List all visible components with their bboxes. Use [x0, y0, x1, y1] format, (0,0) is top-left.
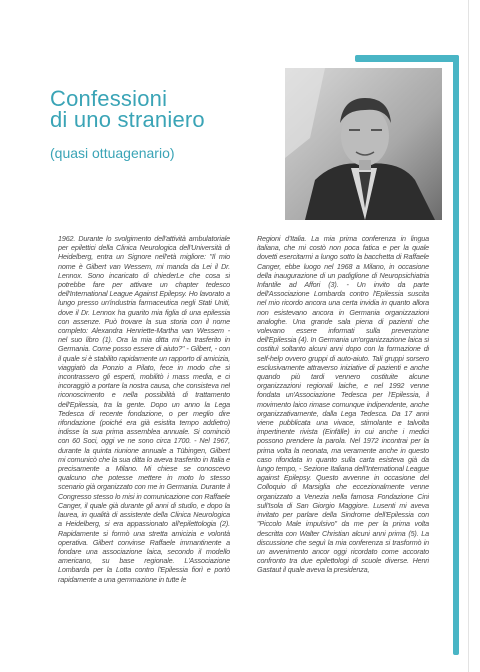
body-text-left: 1962. Durante lo svolgimento dell'attività ambulatoriale per epilettici della Clinica Neurologica dell'Università di Heidelberg, entra un Signore nell'età migliore: "Il mio nome è Gilbert van Wessem, mi manda da Lei il Dr. Lennox. Sono incaricato di chiederLe che cosa si potrebbe fare per attivare un chapter tedesco dell'International League Against Epilepsy. Ho lavorato a lungo presso un'industria farmaceutica negli Stati Uniti, dove il Dr. Lennox ha guarito mia figlia di una epilessia con assenze. Può trovare la sua storia con il nome completo: Alexandra Henriette-Martha van Wessem - nel suo libro (1). Ora la mia ditta mi ha trasferito in Germania. Come posso essere di aiuto?" - Gilbert, - con il quale si è stabilito rapidamente un rapporto di amicizia, viaggiatò da Ponzio a Pilato, fece in modo che si incontrassero gli esperti, mobilitò i mass media, e ci incoraggiò a portare la nostra causa, che consisteva nel riconoscimento e nella possibilità di trattamento dell'Epilessia, tra la gente. Dopo un anno la Lega Tedesca di recente fondazione, o per meglio dire rifondazione (poiché era già esistita tempo addietro) indisse la sua prima assemblea annuale. Si cominciò con 60 Soci, oggi ve ne sono circa 1700. - Nel 1967, durante la quinta riunione annuale a Tübingen, Gilbert mi comunicò che la sua ditta lo aveva trasferito in Italia e precisamente a Milano. Mi chiese se conoscevo qualcuno che potesse mettere in moto lo stesso scenario già organizzato con me in Germania. Durante il Congresso stesso lo misi in comunicazione con Raffaele Canger, il quale già durante gli anni di studio, e dopo la laurea, in qualità di assistente della Clinica Neurologica a Heidelberg, si era appassionato all'epilettologia (2). Rapidamente si formò una stretta amicizia e volontà operativa. Gilbert convinse Raffaele immantinente a fondare una associazione laica, secondo il modello americano, su base regionale. L'Associazione Lombarda per la Lotta contro l'Epilessia fiorì e portò rapidamente a una gemmazione in tutte le: [58, 234, 230, 584]
teal-accent-bar-top: [355, 55, 459, 62]
author-portrait-photo: [285, 68, 442, 220]
body-text-column-right: [257, 234, 429, 644]
body-text-right: Regioni d'Italia. La mia prima conferenza in lingua italiana, che mi costò non poca fatica e per la quale dovetti esercitarmi a lungo sotto la bacchetta di Raffaele Canger, ebbe luogo nel 1968 a Milano, in occasione della inaugurazione di un padiglione di Neuropsichiatria Infantile ad Affori (3). - Un invito da parte dell'Associazione Lombarda contro l'Epilessia suscita nel mio ricordo ancora una certa invidia in quanto allora non esistevano ancora in Germania organizzazioni analoghe. Una grande sala piena di pazienti che volevano essere informati sulla prevenzione dell'Epilessia (4). In Germania un'organizzazione laica si costituì soltanto alcuni anni dopo con la formazione di self-help ovvero gruppi di auto-aiuto. Tali gruppi sorsero esclusivamente attraverso iniziative di pazienti e anche quando più tardi vennero costituite alcune organizzazioni regionali laiche, e nel 1992 venne fondata un'Associazione Tedesca per l'Epilessia, il movimento laico rimase comunque indipendente, anche organizzativamente, dalla Lega Tedesca. Da 17 anni viene pubblicata una vivace, stimolante e talvolta impertinente rivista (Einfälle) in cui anche i medici possono prendere la parola. Nel 1972 incontrai per la prima volta la neonata, ma veramente anche in questo caso rifondata in quanto sulla carta esisteva già da lungo tempo, - Sezione Italiana dell'International League against Epilepsy. Questo avvenne in occasione del Colloquio di Marsiglia che eccezionalmente venne organizzato a Venezia nella famosa Fondazione Cini sull'Isola di San Giorgio Maggiore. Lusenti mi aveva invitato per parlare della Sindrome dell'Epilessia con "Piccolo Male impulsivo" da me per la prima volta descritta con Walter Christian alcuni anni prima (5). La discussione che seguì la mia conferenza si trasformò in un avvenimento ancor oggi ricordato come accorato confronto tra due epilettologi di scuole diverse. Henri Gastaut il quale aveva la presidenza,: [257, 234, 429, 575]
article-subtitle: (quasi ottuagenario): [50, 145, 175, 161]
body-text-column-left: [58, 234, 230, 634]
page-fold-line: [468, 0, 469, 672]
teal-accent-bar-right: [453, 55, 459, 655]
article-title: [50, 88, 290, 130]
article-title-line-2: di uno straniero: [50, 107, 205, 132]
article-title-line-1: Confessioni: [50, 86, 168, 111]
